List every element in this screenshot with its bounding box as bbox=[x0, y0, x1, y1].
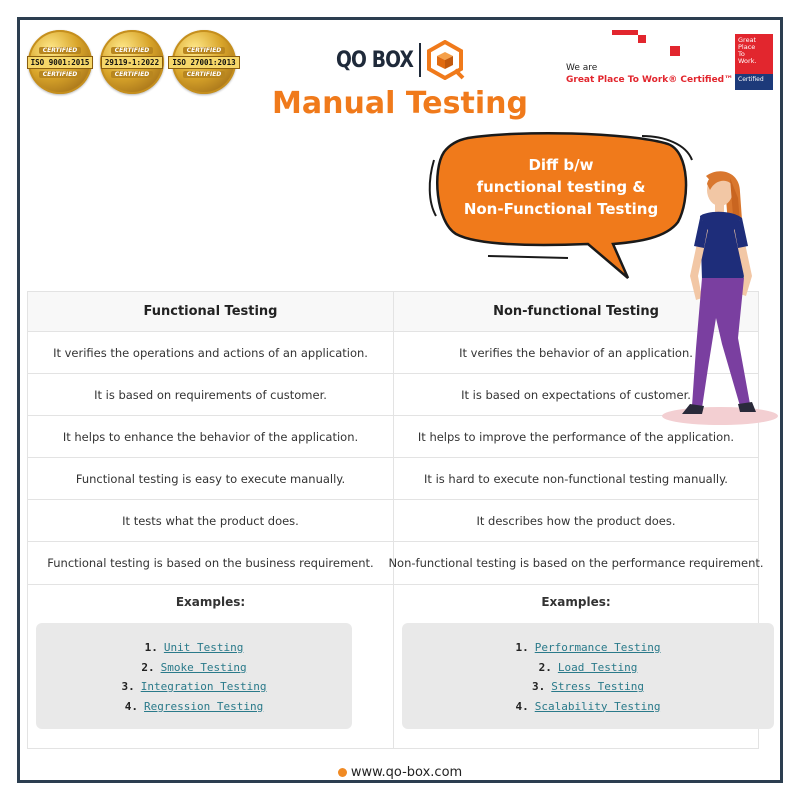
badge-bottom-label: CERTIFIED bbox=[111, 71, 154, 78]
list-item bbox=[402, 677, 774, 697]
speech-bubble-text bbox=[446, 154, 676, 220]
gptw-certified-line: Great Place To Work® Certified™ bbox=[566, 75, 734, 85]
table-row bbox=[28, 374, 758, 416]
examples-label: Examples: bbox=[541, 595, 611, 609]
list-item bbox=[36, 658, 352, 678]
list-number: 2. bbox=[141, 660, 155, 674]
website-link[interactable]: www.qo-box.com bbox=[350, 765, 463, 780]
functional-examples-box bbox=[36, 623, 352, 729]
table-row bbox=[28, 416, 758, 458]
gptw-badge-line: Place bbox=[738, 43, 756, 51]
list-number: 3. bbox=[121, 680, 135, 693]
table-cell: It is based on requirements of customer. bbox=[94, 387, 327, 402]
nonfunctional-examples-list bbox=[402, 638, 774, 716]
list-number: 4. bbox=[124, 699, 139, 713]
functional-examples-list bbox=[36, 638, 352, 716]
example-link[interactable]: Performance Testing bbox=[534, 641, 661, 654]
iso-badge-3 bbox=[172, 30, 236, 94]
qo-box-logo bbox=[336, 40, 465, 80]
table-cell: Non-functional testing is based on the performance requirement. bbox=[393, 542, 758, 584]
table-cell: It describes how the product does. bbox=[393, 500, 758, 541]
badge-top-label: CERTIFIED bbox=[39, 47, 82, 54]
table-cell: It verifies the behavior of an application. bbox=[393, 332, 758, 373]
example-link[interactable]: Scalability Testing bbox=[534, 699, 661, 713]
list-number: 3. bbox=[532, 680, 546, 693]
badge-top-label: CERTIFIED bbox=[183, 47, 226, 54]
header-functional: Functional Testing bbox=[143, 304, 278, 319]
nonfunctional-examples bbox=[393, 585, 758, 749]
example-link[interactable]: Unit Testing bbox=[163, 641, 244, 654]
table-cell: It is hard to execute non-functional testing manually. bbox=[393, 458, 758, 499]
gptw-badge bbox=[735, 34, 773, 90]
table-cell: It verifies the operations and actions of an application. bbox=[53, 345, 368, 360]
gptw-we-are: We are bbox=[566, 63, 598, 73]
gptw-decor-squares bbox=[612, 30, 692, 60]
table-row bbox=[28, 332, 758, 374]
example-link[interactable]: Load Testing bbox=[557, 660, 638, 674]
functional-examples bbox=[28, 585, 393, 749]
gptw-badge-certified: Certified bbox=[735, 74, 773, 90]
badge-top-label: CERTIFIED bbox=[111, 47, 154, 54]
example-link[interactable]: Integration Testing bbox=[140, 680, 267, 693]
table-row bbox=[28, 500, 758, 542]
list-item bbox=[36, 677, 352, 697]
page-title: Manual Testing bbox=[272, 86, 528, 121]
badge-code: ISO 9001:2015 bbox=[27, 56, 94, 69]
gptw-badge-line: Work. bbox=[738, 57, 757, 65]
header-nonfunctional: Non-functional Testing bbox=[393, 292, 758, 331]
badge-code: ISO 27001:2013 bbox=[168, 56, 239, 69]
bubble-line: Diff b/w bbox=[528, 156, 594, 174]
logo-separator bbox=[419, 43, 421, 77]
table-header-row bbox=[28, 292, 758, 332]
table-cell: It tests what the product does. bbox=[122, 513, 299, 528]
table-cell: It helps to improve the performance of the application. bbox=[393, 416, 758, 457]
list-item bbox=[36, 638, 352, 658]
list-item bbox=[36, 697, 352, 717]
list-number: 4. bbox=[515, 699, 529, 713]
badge-bottom-label: CERTIFIED bbox=[39, 71, 82, 78]
certification-badges bbox=[28, 30, 236, 94]
comparison-table bbox=[27, 291, 764, 749]
table-cell: Functional testing is easy to execute manually. bbox=[75, 471, 346, 486]
badge-code: 29119-1:2022 bbox=[101, 56, 163, 69]
iso-badge-2 bbox=[100, 30, 164, 94]
examples-label: Examples: bbox=[175, 595, 246, 609]
bubble-line: Non-Functional Testing bbox=[463, 200, 659, 218]
list-number: 2. bbox=[538, 660, 552, 674]
list-item bbox=[402, 658, 774, 678]
table-cell: Functional testing is based on the business requirement. bbox=[47, 556, 374, 570]
table-row bbox=[28, 542, 764, 585]
table-row bbox=[28, 458, 758, 500]
list-number: 1. bbox=[515, 641, 529, 654]
nonfunctional-examples-box bbox=[402, 623, 774, 729]
footer bbox=[0, 765, 800, 780]
woman-illustration bbox=[660, 168, 780, 428]
iso-badge-1 bbox=[28, 30, 92, 94]
gptw-certification-text bbox=[566, 62, 733, 86]
bubble-line: functional testing & bbox=[476, 178, 646, 196]
example-link[interactable]: Regression Testing bbox=[144, 699, 264, 713]
list-number: 1. bbox=[144, 641, 158, 654]
table-cell: It helps to enhance the behavior of the application. bbox=[62, 429, 359, 444]
logo-text: QO BOX bbox=[336, 47, 414, 73]
gptw-badge-line: To bbox=[738, 50, 745, 58]
gptw-badge-line: Great bbox=[738, 36, 757, 44]
list-item bbox=[402, 638, 774, 658]
table-cell: It is based on expectations of customer. bbox=[393, 374, 758, 415]
examples-row bbox=[28, 585, 758, 749]
list-item bbox=[402, 697, 774, 717]
globe-icon bbox=[338, 768, 347, 777]
cube-logo-icon bbox=[425, 40, 465, 80]
badge-bottom-label: CERTIFIED bbox=[183, 71, 226, 78]
example-link[interactable]: Smoke Testing bbox=[160, 660, 247, 674]
example-link[interactable]: Stress Testing bbox=[551, 680, 644, 693]
